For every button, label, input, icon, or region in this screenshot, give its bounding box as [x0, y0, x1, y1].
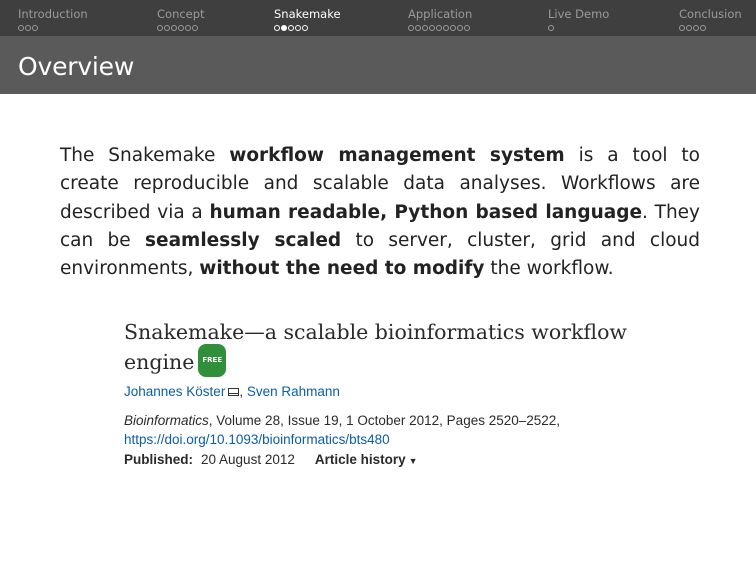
frame-title-bar: [0, 36, 756, 94]
slide-dot-icon[interactable]: [178, 25, 184, 31]
slide-dot-icon[interactable]: [18, 25, 24, 31]
slide-dot-icon[interactable]: [171, 25, 177, 31]
nav-label[interactable]: Snakemake: [274, 7, 341, 21]
slide-dot-icon[interactable]: [700, 25, 706, 31]
slide-dot-icon[interactable]: [281, 25, 287, 31]
text-run: . They can be: [60, 201, 700, 251]
doi-link[interactable]: https://doi.org/10.1093/bioinformatics/bts480: [124, 432, 390, 447]
overview-paragraph: [60, 142, 700, 283]
slide-dot-icon[interactable]: [295, 25, 301, 31]
nav-dots: [274, 24, 341, 32]
nav-dots: [548, 24, 609, 32]
slide-dot-icon[interactable]: [288, 25, 294, 31]
nav-section-live-demo[interactable]: [548, 7, 609, 32]
slide-dot-icon[interactable]: [464, 25, 470, 31]
article-history-label: Article history: [314, 452, 406, 467]
emphasis-workflow-management-system: workflow management system: [229, 145, 565, 166]
published-label: Published:: [124, 452, 194, 467]
text-run: to server, cluster, grid and cloud environments,: [60, 229, 701, 280]
nav-section-application[interactable]: [408, 7, 472, 32]
slide-dot-icon[interactable]: [548, 25, 554, 31]
nav-dots: [408, 24, 472, 32]
nav-label[interactable]: Live Demo: [548, 7, 610, 21]
frame-title: Overview: [18, 52, 135, 81]
slide-dot-icon[interactable]: [686, 25, 692, 31]
article-history-button[interactable]: [315, 452, 418, 467]
emphasis-without-need-to-modify: without the need to modify: [199, 258, 485, 280]
nav-label[interactable]: Conclusion: [679, 7, 742, 21]
nav-section-introduction[interactable]: [18, 7, 88, 32]
journal-name: Bioinformatics: [124, 413, 209, 428]
slide-dot-icon[interactable]: [25, 25, 31, 31]
journal-citation: [124, 413, 664, 428]
email-icon[interactable]: [228, 388, 239, 396]
nav-label[interactable]: Concept: [157, 7, 205, 21]
paper-title: [124, 318, 664, 380]
slide-dot-icon[interactable]: [679, 25, 685, 31]
section-navigation-bar: [0, 0, 756, 36]
slide-dot-icon[interactable]: [415, 25, 421, 31]
journal-details: , Volume 28, Issue 19, 1 October 2012, Pages 2520–2522,: [208, 413, 561, 428]
emphasis-human-readable-language: human readable, Python based language: [209, 201, 643, 223]
publication-info: [124, 452, 664, 467]
paper-citation: [124, 318, 664, 467]
slide-dot-icon[interactable]: [429, 25, 435, 31]
author-separator: ,: [239, 384, 247, 399]
slide-dot-icon[interactable]: [436, 25, 442, 31]
nav-section-snakemake[interactable]: [274, 7, 341, 32]
nav-section-conclusion[interactable]: [679, 7, 742, 32]
text-run: the workflow.: [484, 258, 614, 280]
slide-dot-icon[interactable]: [185, 25, 191, 31]
paper-authors: [124, 384, 664, 399]
slide-dot-icon[interactable]: [302, 25, 308, 31]
nav-label[interactable]: Introduction: [18, 7, 88, 21]
nav-dots: [18, 24, 88, 32]
author-link-koster[interactable]: Johannes Köster: [124, 384, 226, 399]
caret-down-icon: ▼: [408, 456, 418, 466]
nav-dots: [157, 24, 205, 32]
slide-dot-icon[interactable]: [443, 25, 449, 31]
slide-dot-icon[interactable]: [450, 25, 456, 31]
text-run: is a tool to create reproducible and scalable data analyses. Workflows are described via a: [60, 145, 700, 223]
paper-title-text: Snakemake—a scalable bioinformatics workflow engine: [124, 320, 627, 374]
slide-dot-icon[interactable]: [157, 25, 163, 31]
author-link-rahmann[interactable]: Sven Rahmann: [246, 384, 340, 399]
slide-dot-icon[interactable]: [164, 25, 170, 31]
slide-dot-icon[interactable]: [192, 25, 198, 31]
slide-dot-icon[interactable]: [408, 25, 414, 31]
text-run: The Snakemake: [60, 145, 230, 166]
published-date: 20 August 2012: [201, 452, 295, 467]
nav-dots: [679, 24, 742, 32]
free-access-badge-icon: FREE: [198, 344, 226, 377]
slide-dot-icon[interactable]: [274, 25, 280, 31]
emphasis-seamlessly-scaled: seamlessly scaled: [145, 229, 342, 251]
nav-label[interactable]: Application: [408, 7, 473, 21]
nav-section-concept[interactable]: [157, 7, 205, 32]
slide-dot-icon[interactable]: [32, 25, 38, 31]
slide-dot-icon[interactable]: [422, 25, 428, 31]
slide-dot-icon[interactable]: [693, 25, 699, 31]
slide-dot-icon[interactable]: [457, 25, 463, 31]
